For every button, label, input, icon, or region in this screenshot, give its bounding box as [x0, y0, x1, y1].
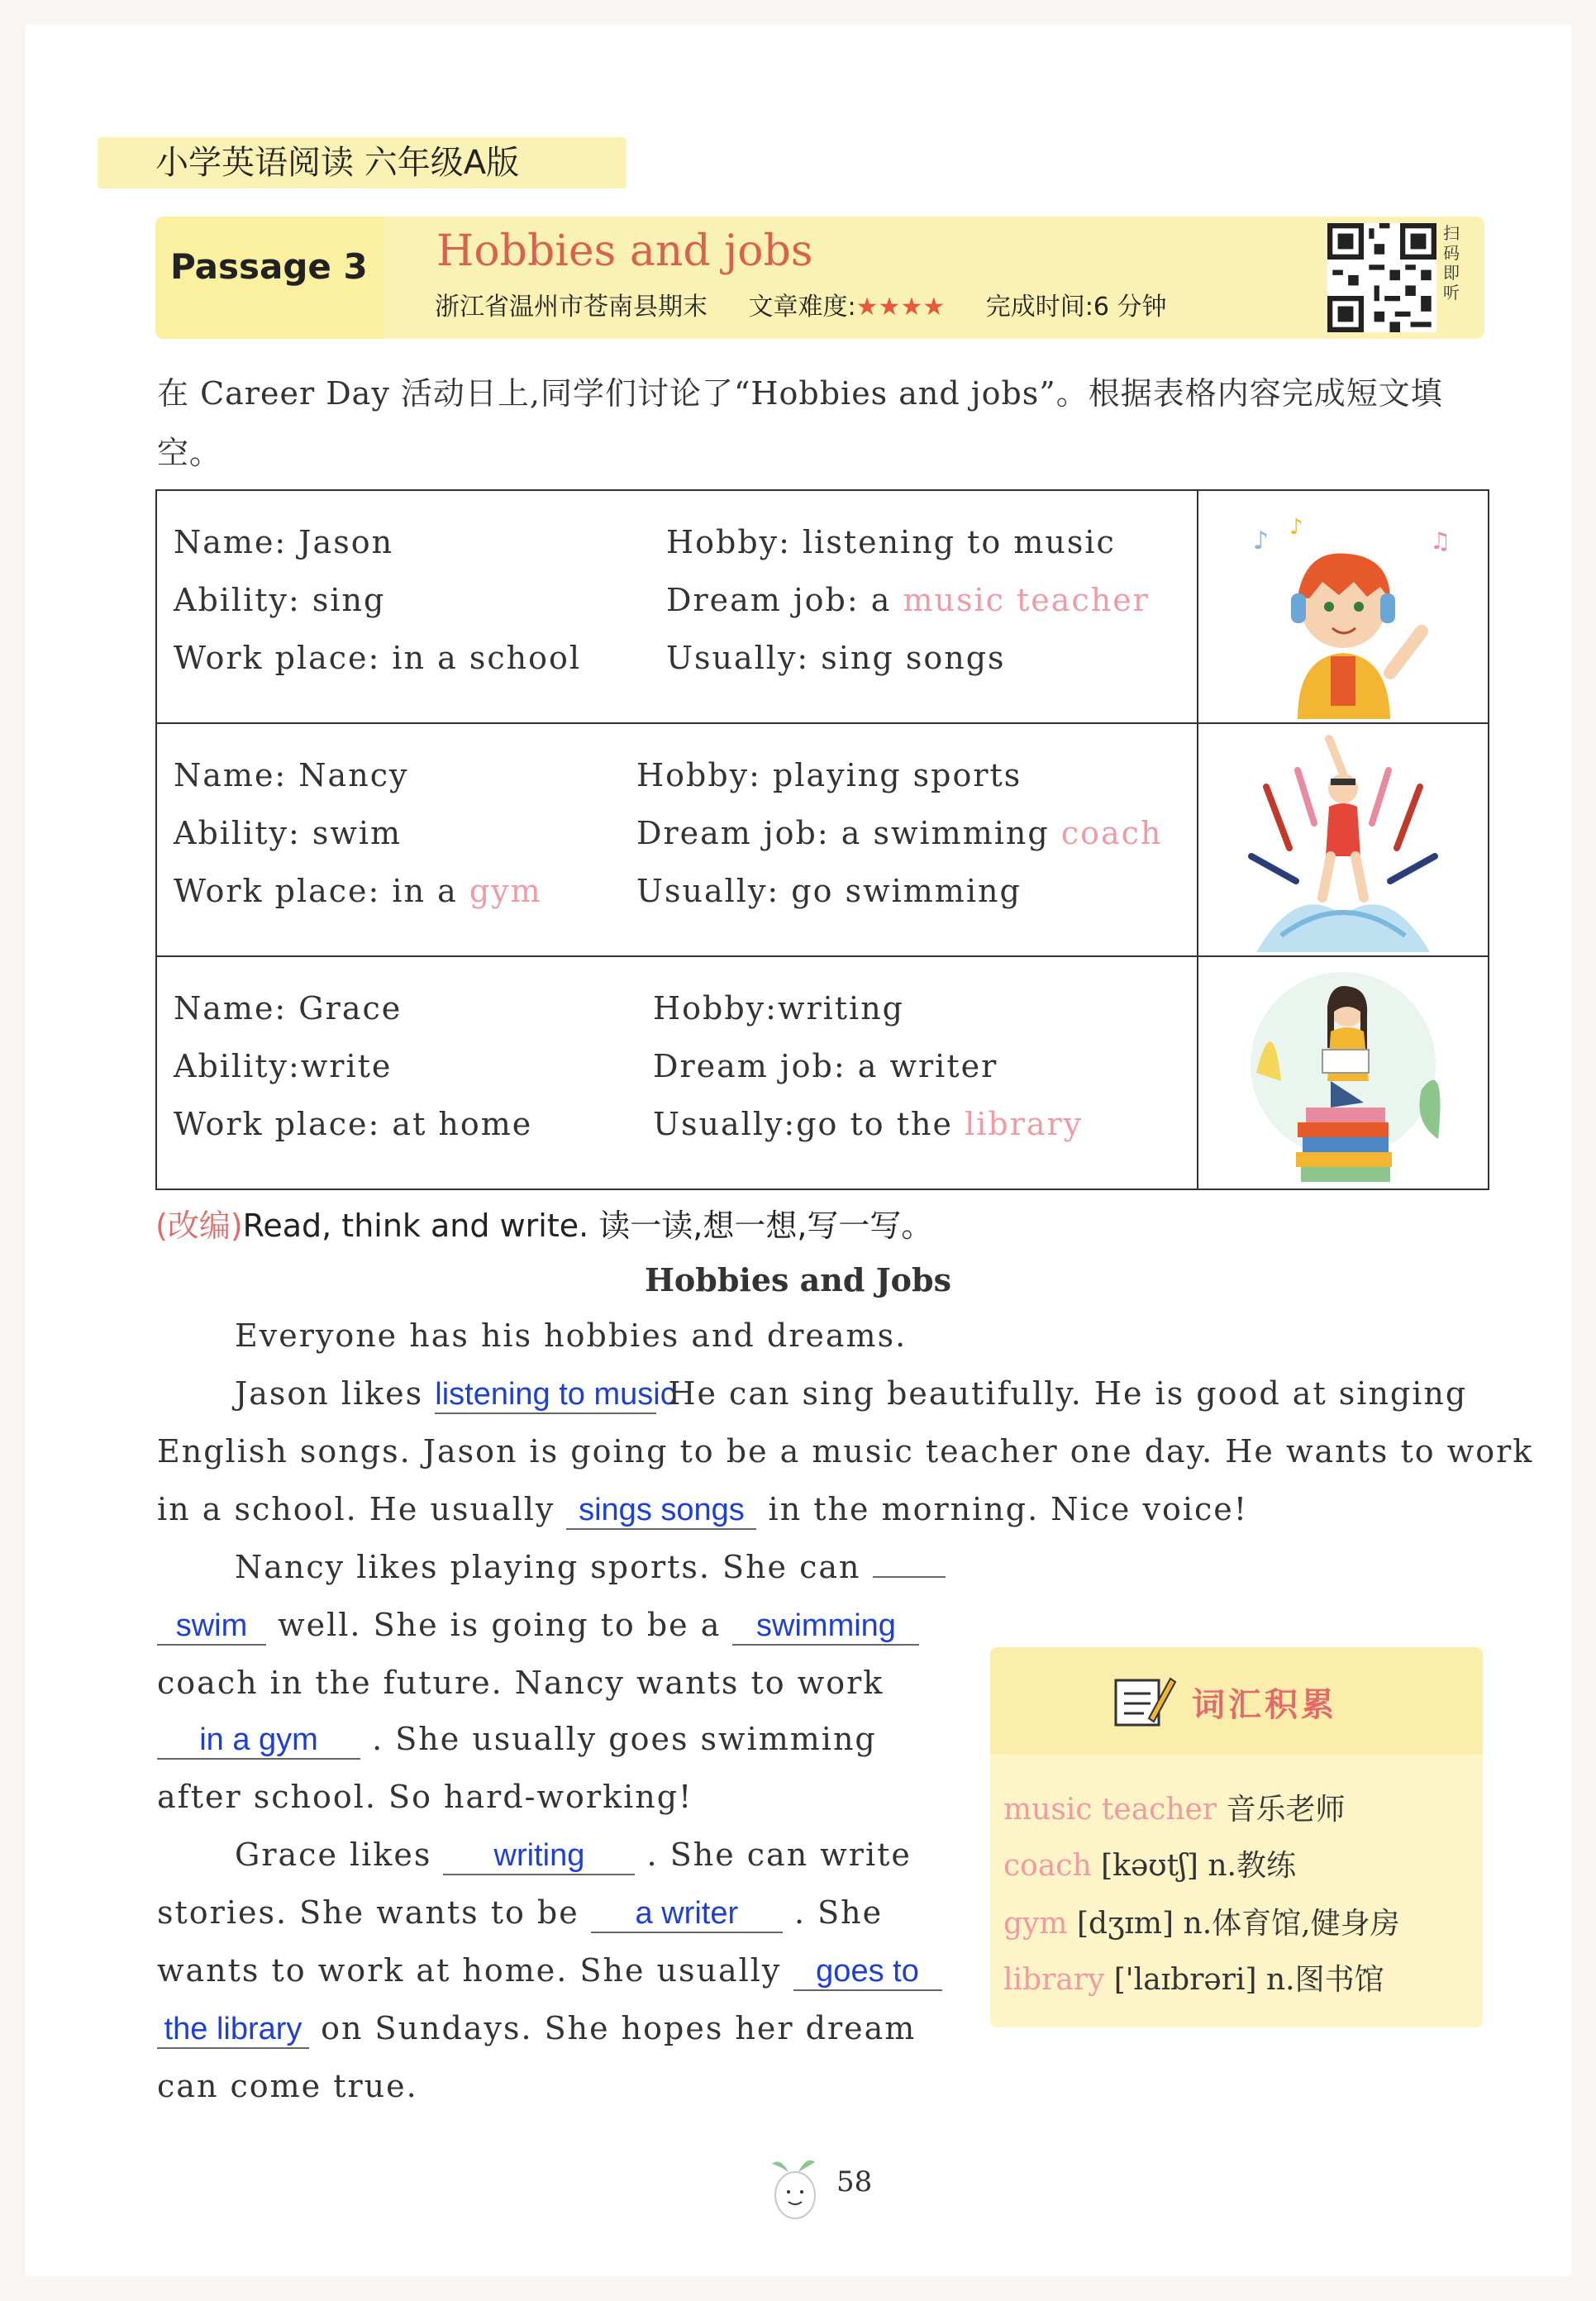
book-title: 小学英语阅读 六年级A版	[98, 137, 626, 188]
passage-label-box	[155, 217, 383, 339]
passage-meta	[435, 286, 1200, 322]
jason-ability: Ability: sing	[174, 582, 386, 618]
nancy-ability: Ability: swim	[174, 815, 403, 851]
answer-3[interactable]: swim	[157, 1608, 266, 1646]
answer-2[interactable]: sings songs	[566, 1493, 756, 1530]
instruction	[155, 1200, 932, 1246]
grace-name: Name: Grace	[174, 990, 403, 1027]
answer-7[interactable]: a writer	[591, 1896, 783, 1933]
line-7: coach in the future. Nancy wants to work	[157, 1665, 884, 1701]
jason-dream: Dream job: a music teacher	[666, 582, 1150, 618]
difficulty-stars: ★★★★	[855, 293, 946, 322]
jason-cell	[157, 491, 1197, 719]
answer-4[interactable]: swimming	[732, 1608, 919, 1646]
nancy-illustration	[1198, 723, 1489, 956]
grace-work: Work place: at home	[174, 1106, 533, 1142]
grace-illustration	[1198, 956, 1489, 1189]
table-row	[156, 490, 1489, 723]
table-row	[156, 723, 1489, 956]
mascot-icon	[764, 2149, 822, 2223]
vocab-box	[990, 1647, 1483, 2027]
line-10: Grace likes writing . She can write	[235, 1837, 912, 1875]
line-11: stories. She wants to be a writer . She	[157, 1894, 883, 1933]
instruction-tag: (改编)	[155, 1208, 243, 1244]
qr-caption: 扫码即听	[1443, 223, 1460, 303]
time: 完成时间:6 分钟	[985, 293, 1167, 322]
answer-3-line[interactable]	[873, 1576, 946, 1578]
line-12: wants to work at home. She usually goes to	[157, 1952, 942, 1991]
nancy-hobby: Hobby: playing sports	[636, 757, 1022, 793]
vocab-item: gym [dʒɪm] n.体育馆,健身房	[1003, 1907, 1400, 1941]
table-row	[156, 956, 1489, 1189]
line-4: in a school. He usually sings songs in the morning. Nice voice!	[157, 1491, 1248, 1530]
jason-hobby: Hobby: listening to music	[666, 524, 1116, 560]
line-5: Nancy likes playing sports. She can	[235, 1549, 946, 1585]
passage-banner	[155, 217, 1484, 339]
vocab-header	[990, 1647, 1483, 1755]
svg-text:♫: ♫	[1430, 527, 1451, 555]
jason-illustration	[1198, 490, 1489, 723]
line-13: the library on Sundays. She hopes her dream	[157, 2010, 916, 2049]
svg-text:♪: ♪	[1289, 515, 1303, 540]
info-table	[155, 489, 1489, 1190]
line-14: can come true.	[157, 2068, 418, 2104]
jason-name: Name: Jason	[174, 524, 394, 560]
girl-reading-icon	[1198, 957, 1488, 1185]
passage-title: Hobbies and jobs	[436, 226, 813, 276]
nancy-dream: Dream job: a swimming coach	[636, 815, 1163, 851]
intro-text: 在 Career Day 活动日上,同学们讨论了“Hobbies and jobs”。根据表格内容完成短文填空。	[157, 375, 1443, 471]
answer-9[interactable]: the library	[157, 2012, 309, 2049]
passage-number: Passage 3	[170, 246, 368, 287]
grace-usually: Usually:go to the library	[653, 1106, 1084, 1142]
line-3: English songs. Jason is going to be a music teacher one day. He wants to work	[157, 1433, 1534, 1470]
difficulty: 文章难度:★★★★	[748, 293, 946, 322]
grace-hobby: Hobby:writing	[653, 990, 905, 1027]
jason-work: Work place: in a school	[174, 640, 582, 676]
grace-cell	[157, 957, 1197, 1185]
instruction-text: Read, think and write. 读一读,想一想,写一写。	[242, 1208, 933, 1244]
qr-code-icon[interactable]	[1327, 223, 1436, 332]
source: 浙江省温州市苍南县期末	[435, 293, 707, 322]
svg-text:♪: ♪	[1253, 526, 1270, 555]
answer-5[interactable]: in a gym	[157, 1722, 360, 1760]
line-1: Everyone has his hobbies and dreams.	[235, 1317, 908, 1354]
answer-6[interactable]: writing	[443, 1838, 635, 1875]
grace-dream: Dream job: a writer	[653, 1048, 998, 1084]
nancy-work: Work place: in a gym	[174, 873, 542, 909]
vocab-item: music teacher 音乐老师	[1003, 1793, 1346, 1827]
vocab-item: coach [kəʊtʃ] n.教练	[1003, 1849, 1296, 1883]
answer-1[interactable]: listening to music	[435, 1377, 656, 1414]
boy-headphones-icon	[1198, 491, 1488, 719]
grace-ability: Ability:write	[174, 1048, 393, 1084]
line-9: after school. So hard-working!	[157, 1779, 693, 1815]
nancy-name: Name: Nancy	[174, 757, 409, 793]
nancy-cell	[157, 724, 1197, 952]
answer-8[interactable]: goes to	[793, 1954, 942, 1991]
line-8: in a gym . She usually goes swimming	[157, 1721, 877, 1760]
jason-usually: Usually: sing songs	[666, 640, 1006, 676]
passage-subtitle: Hobbies and Jobs	[645, 1261, 951, 1298]
notebook-pencil-icon	[1111, 1672, 1177, 1730]
vocab-item: library ['laɪbrəri] n.图书馆	[1003, 1963, 1384, 1997]
vocab-title: 词汇积累	[1192, 1686, 1337, 1724]
line-2: Jason likes listening to music He can sing beautifully. He is good at singing	[235, 1375, 1467, 1414]
page-number: 58	[836, 2165, 873, 2199]
line-6: swim well. She is going to be a swimming	[157, 1607, 919, 1646]
nancy-usually: Usually: go swimming	[636, 873, 1022, 909]
swimmer-icon	[1198, 724, 1488, 952]
